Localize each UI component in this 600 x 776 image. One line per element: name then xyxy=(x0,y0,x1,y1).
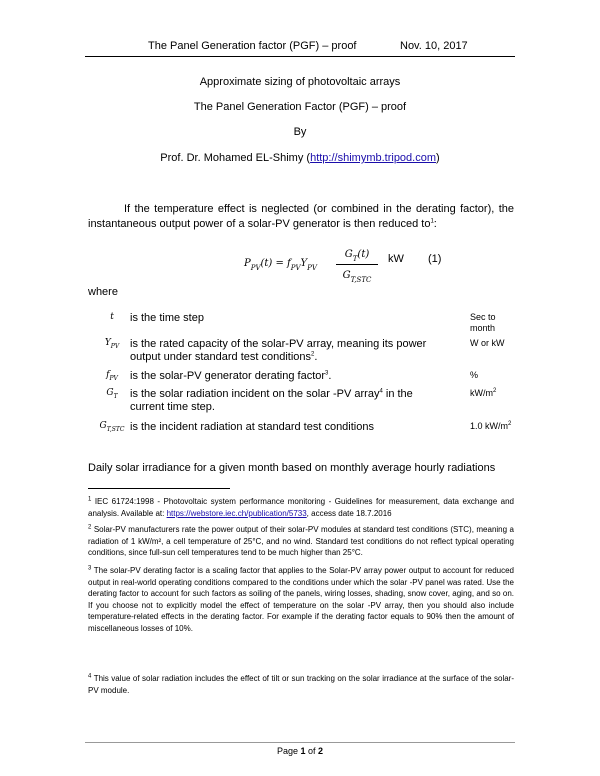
intro-text: If the temperature effect is neglected (or combined in the derating factor), the instantaneous output power of a solar-PV generator is then reduced to xyxy=(88,203,514,230)
symbol-gtstc: $G_{T,STC}$ xyxy=(99,421,125,433)
intro-paragraph xyxy=(88,202,514,232)
equation-number: (1) xyxy=(428,253,442,265)
author-prefix: Prof. Dr. Mohamed EL-Shimy ( xyxy=(160,152,311,164)
footer-rule xyxy=(85,742,515,743)
footnote-4: $^4$ This value of solar radiation includes the effect of tilt or sun tracking on the solar irradiance at the surface of the solar-PV module. xyxy=(88,673,515,695)
equation-lhs: $P_{PV}(t) = f_{PV}Y_{PV}$ xyxy=(244,258,317,273)
definition-text: is the rated capacity of the solar-PV array, meaning its power output under standard test conditions$^2$. xyxy=(130,338,427,363)
definition-unit: $kW/m^2$ xyxy=(470,388,497,398)
definition-text: is the solar-PV generator derating factor$^3$. xyxy=(130,370,332,382)
title-by: By xyxy=(293,126,307,138)
footnote-3: $^3$ The solar-PV derating factor is a scaling factor that applies to the Solar-PV array power output to account for reduced output in real-world operating conditions compared to the conditions under which the solar -PV panel was rated. Use the derating factor to account for such factors as soiling of the panels, wiring losses, shading, snow cover, aging, and so on. If you choose not to explicitly model the effect of temperature on the solar -PV array, then you should also include temperature-related effects in the derating factor. For example if the derating factor equals to 90% then the amount of miscellaneous losses of 10%. xyxy=(88,565,514,633)
page-header xyxy=(0,40,600,60)
daily-irradiance-heading: Daily solar irradiance for a given month based on monthly average hourly radiations xyxy=(88,462,496,474)
definition-unit: % xyxy=(470,370,479,380)
where-label: where xyxy=(88,286,118,298)
header-date: Nov. 10, 2017 xyxy=(400,40,468,52)
symbol-t: t xyxy=(110,312,114,322)
definition-unit: 1.0 $kW/m^2$ xyxy=(470,421,512,431)
definition-text: is the time step xyxy=(130,312,204,324)
fraction-denominator: $G_{T,STC}$ xyxy=(342,270,372,285)
symbol-gt: $G_T$ xyxy=(106,388,118,400)
footnote-1: $^1$ IEC 61724:1998 - Photovoltaic system performance monitoring - Guidelines for measurement, data exchange and analysis. Available at: https://webstore.iec.ch/publication/5733, access date 18.7.2016 xyxy=(88,496,514,518)
footnote-1-link[interactable]: https://webstore.iec.ch/publication/5733 xyxy=(166,508,307,518)
equation-unit: kW xyxy=(388,253,404,265)
page-footer: Page 1 of 2 xyxy=(276,746,324,756)
title-line-1: Approximate sizing of photovoltaic arrays xyxy=(199,76,401,88)
title-line-2: The Panel Generation Factor (PGF) – proof xyxy=(193,101,407,113)
definition-text: is the solar radiation incident on the solar -PV array$^4$ in the current time step. xyxy=(130,388,413,413)
author-suffix: ) xyxy=(436,152,440,164)
footnote-rule xyxy=(88,488,230,489)
definition-unit: Sec to month xyxy=(470,312,496,333)
footnote-2: $^2$ Solar-PV manufacturers rate the power output of their solar-PV modules at standard test conditions (STC), meaning a radiation of 1 kW/m², a cell temperature of 25°C, and no wind. Standard test conditions do not reflect typical operating conditions, since full-sun cell temperatures tend to be much higher than 25°C. xyxy=(88,524,515,557)
intro-footnote-ref[interactable]: 1 xyxy=(430,218,434,225)
equation-fraction xyxy=(336,244,378,284)
header-title: The Panel Generation factor (PGF) – proof xyxy=(148,40,357,52)
symbol-ypv: $Y_{PV}$ xyxy=(104,338,120,350)
fraction-numerator: $G_T(t)$ xyxy=(336,244,378,265)
symbol-fpv: $f_{PV}$ xyxy=(106,370,118,382)
author-line xyxy=(0,152,600,164)
definition-unit: W or kW xyxy=(470,338,505,348)
header-rule xyxy=(85,56,515,57)
equation-1 xyxy=(0,244,600,285)
intro-end: : xyxy=(433,218,437,230)
definition-text: is the incident radiation at standard test conditions xyxy=(130,421,374,433)
author-link[interactable]: http://shimymb.tripod.com xyxy=(310,152,437,164)
